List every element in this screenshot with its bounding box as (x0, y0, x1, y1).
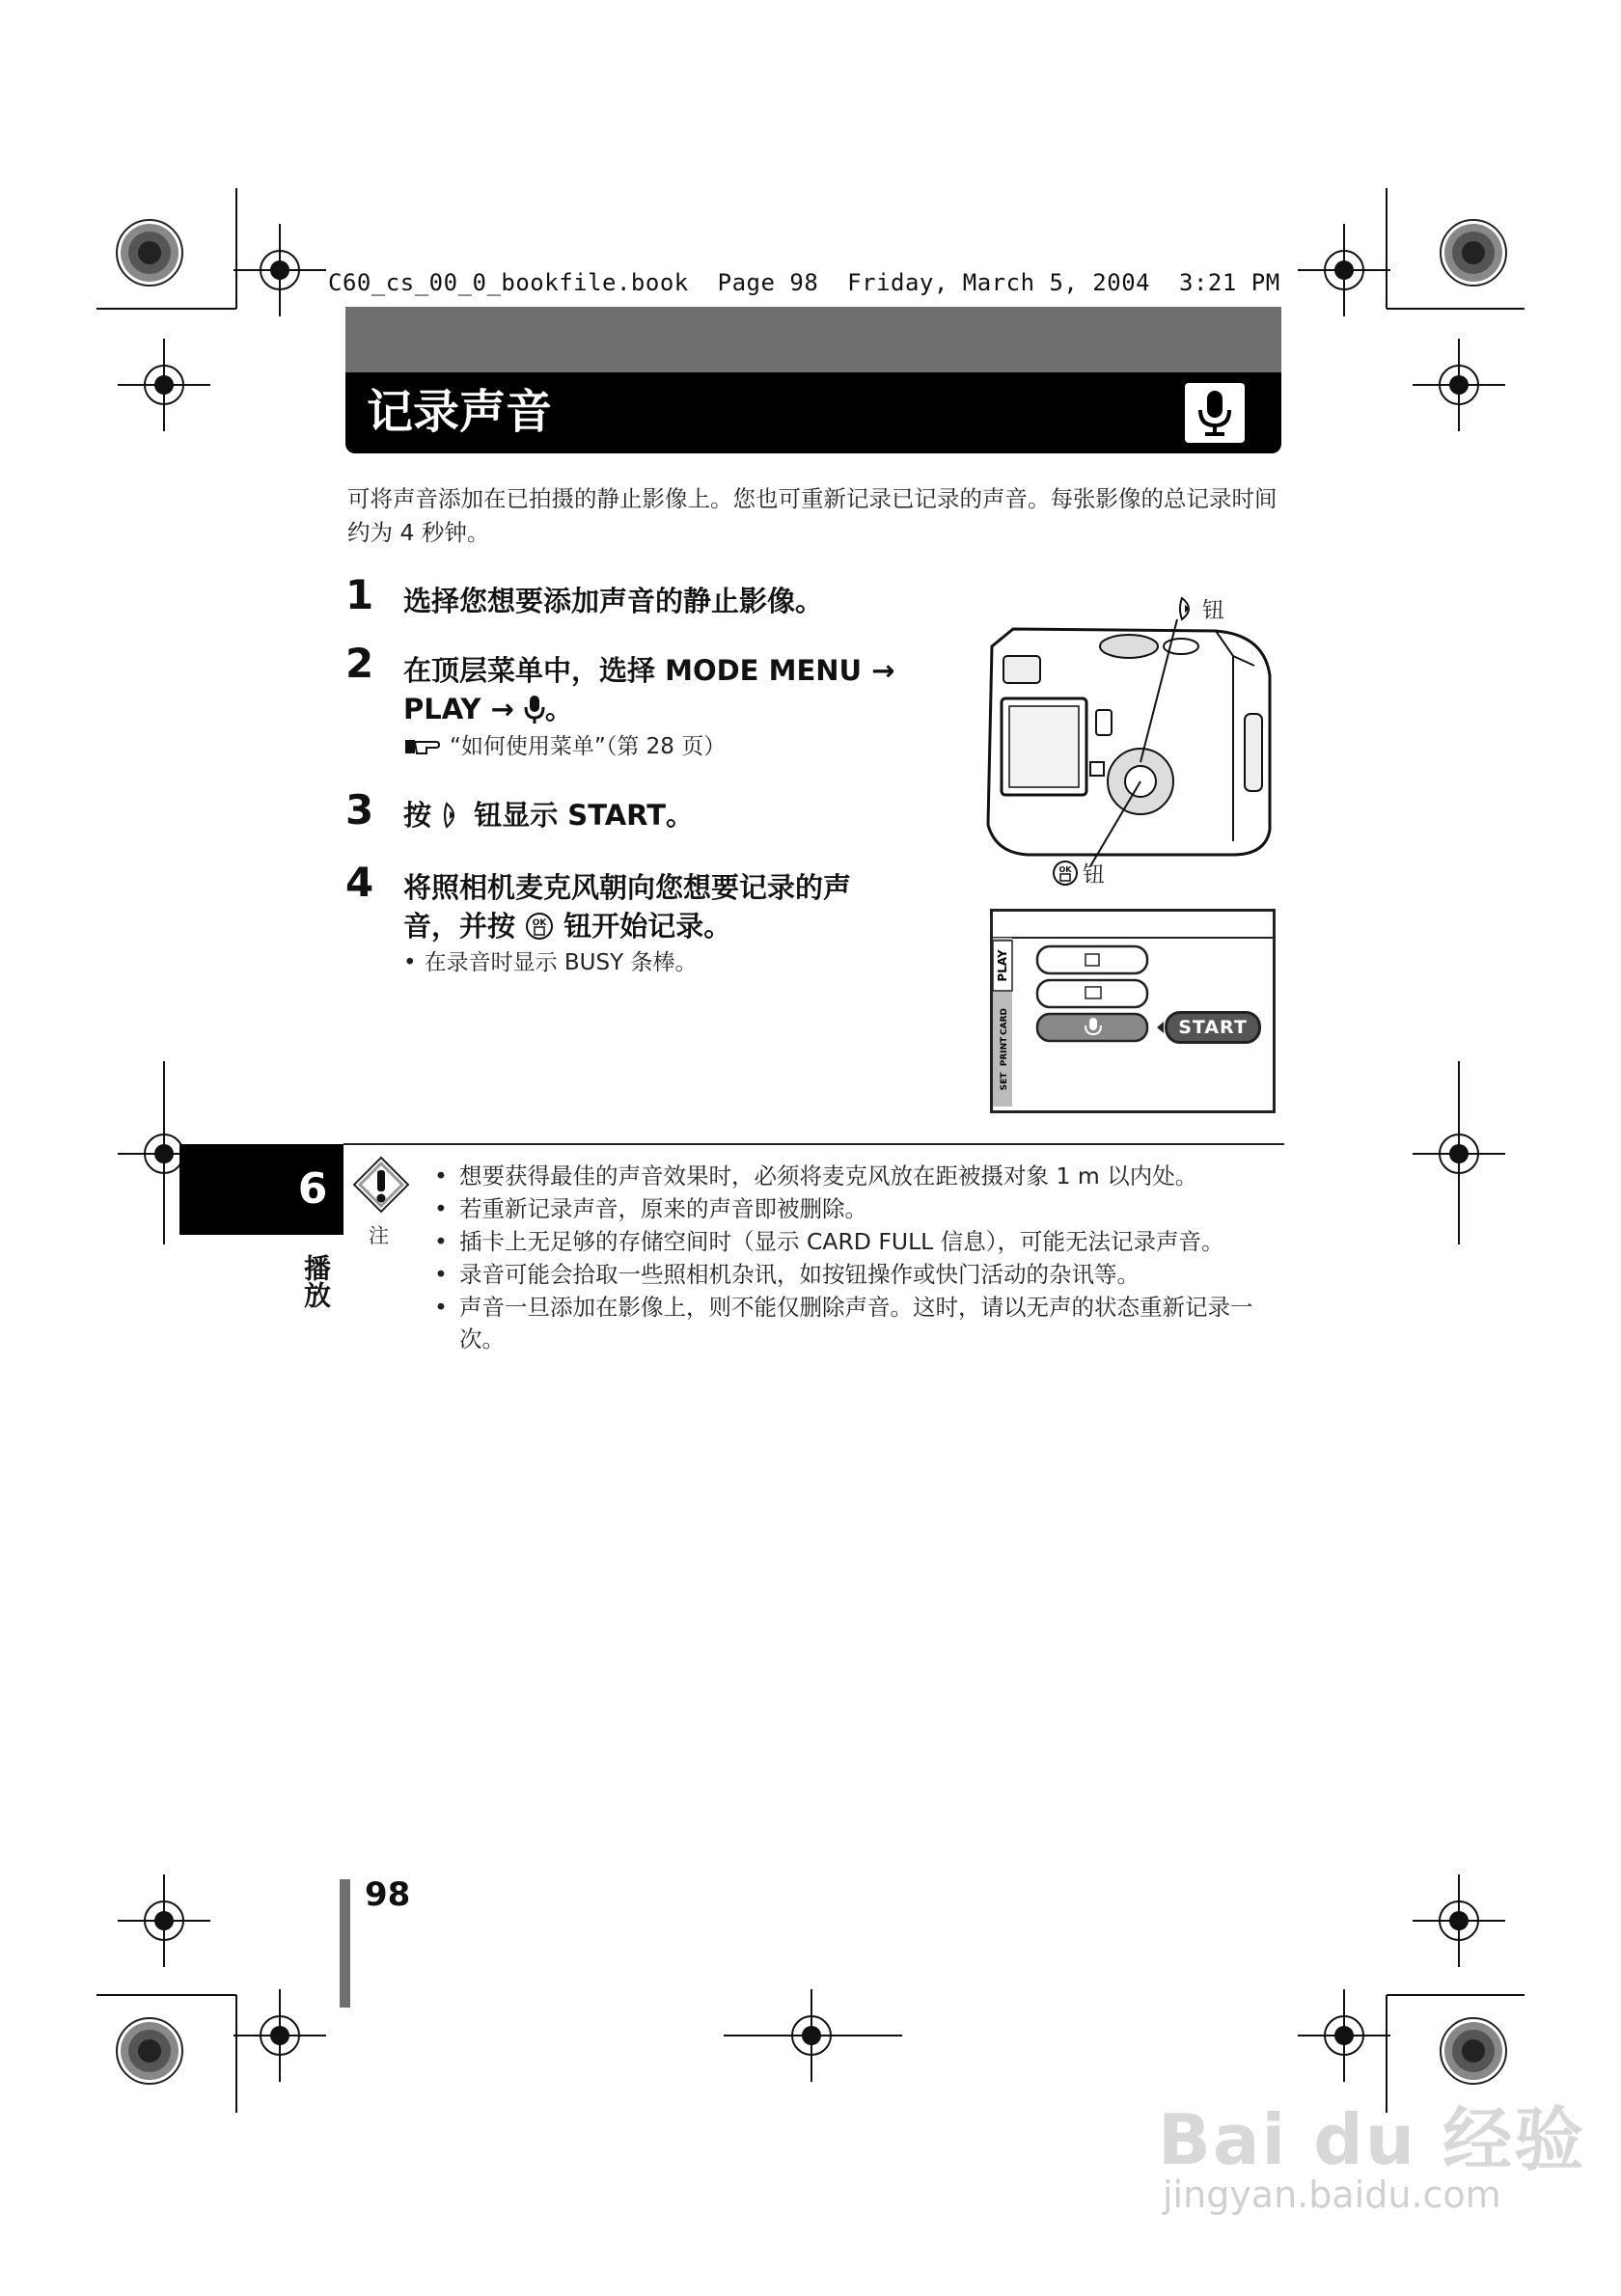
step-bullet: • 在录音时显示 BUSY 条棒。 (403, 950, 698, 975)
step-number: 3 (345, 786, 374, 834)
step-text: 音，并按 (403, 910, 526, 943)
note-divider (343, 1143, 1284, 1145)
caution-icon (351, 1155, 411, 1218)
label-text: 钮 (1202, 598, 1224, 623)
camera-illustration (975, 617, 1283, 868)
step-text: 。 (544, 693, 573, 725)
chapter-number: 6 (297, 1164, 328, 1214)
tab-card: CARD (1000, 1008, 1009, 1035)
registration-mark (117, 220, 182, 286)
step-text: 选择您想要添加声音的静止影像。 (403, 585, 824, 617)
chapter-name: 播放 (300, 1254, 332, 1308)
step-text: 按 (403, 799, 442, 832)
registration-mark (1298, 224, 1390, 316)
registration-mark (1413, 339, 1505, 431)
intro-paragraph: 可将声音添加在已拍摄的静止影像上。您也可重新记录已记录的声音。每张影像的总记录时间约为 4 秒钟。 (347, 485, 1278, 546)
figure-label-bottom (1052, 857, 1105, 888)
step-number: 4 (345, 859, 374, 906)
section-title: 记录声音 (367, 385, 553, 439)
note-item: • 声音一旦添加在影像上，则不能仅删除声音。这时，请以无声的状态重新记录一次。 (432, 1292, 1286, 1355)
ok-button-icon (525, 912, 554, 941)
step-text-line (403, 796, 694, 834)
microphone-icon (1185, 383, 1245, 443)
start-label: START (1165, 1011, 1261, 1044)
step-number: 2 (345, 640, 374, 687)
note-item: • 录音可能会拾取一些照相机杂讯，如按钮操作或快门活动的杂讯等。 (432, 1259, 1286, 1291)
file-info-header: C60_cs_00_0_bookfile.book Page 98 Friday, March 5, 2004 3:21 PM (328, 269, 1280, 296)
watermark-logo: Bai du 经验 (1158, 2099, 1586, 2180)
page-reference (403, 731, 726, 762)
step-text: 在顶层菜单中，选择 MODE MENU → (403, 654, 895, 687)
tab-print: PRINT (1000, 1036, 1009, 1067)
tab-set: SET (1000, 1072, 1009, 1091)
bullet-text: 在录音时显示 BUSY 条棒。 (424, 950, 698, 975)
registration-mark (234, 224, 326, 316)
note-item: • 若重新记录声音，原来的声音即被删除。 (432, 1193, 1286, 1225)
step-text: 钮显示 START。 (464, 799, 694, 832)
registration-mark (1441, 220, 1506, 286)
page-number-bar (340, 1879, 350, 2008)
registration-mark (118, 1874, 210, 1967)
note-item: • 想要获得最佳的声音效果时，必须将麦克风放在距被摄对象 1 m 以内处。 (432, 1161, 1286, 1192)
step-text: PLAY → (403, 693, 524, 725)
registration-mark (1413, 1874, 1505, 1967)
ok-button-icon (1052, 860, 1079, 887)
page-number: 98 (365, 1875, 411, 1914)
svg-text:OK: OK (1058, 864, 1072, 874)
right-arrow-button-icon (441, 801, 464, 830)
note-item: • 插卡上无足够的存储空间时（显示 CARD FULL 信息），可能无法记录声音。 (432, 1226, 1286, 1258)
microphone-icon (524, 693, 545, 725)
step-text: 钮开始记录。 (554, 910, 732, 943)
step-text-line (403, 907, 731, 945)
pointing-hand-icon (403, 734, 442, 759)
title-band-top (345, 307, 1281, 374)
registration-mark (234, 1989, 326, 2082)
note-caption: 注 (369, 1224, 389, 1247)
tab-play: PLAY (996, 949, 1009, 982)
step-text: 将照相机麦克风朝向您想要记录的声 (403, 871, 852, 904)
note-list (432, 1161, 1286, 1356)
step-text-line (403, 690, 573, 728)
step-number: 1 (345, 571, 374, 618)
svg-text:OK: OK (532, 918, 547, 928)
registration-mark (118, 339, 210, 431)
label-text: 钮 (1083, 862, 1105, 888)
reference-text: “如何使用菜单”（第 28 页） (450, 734, 727, 759)
registration-mark (1441, 2018, 1506, 2084)
registration-mark (117, 2018, 182, 2084)
registration-mark (1298, 1989, 1390, 2082)
watermark-url: jingyan.baidu.com (1163, 2173, 1501, 2216)
